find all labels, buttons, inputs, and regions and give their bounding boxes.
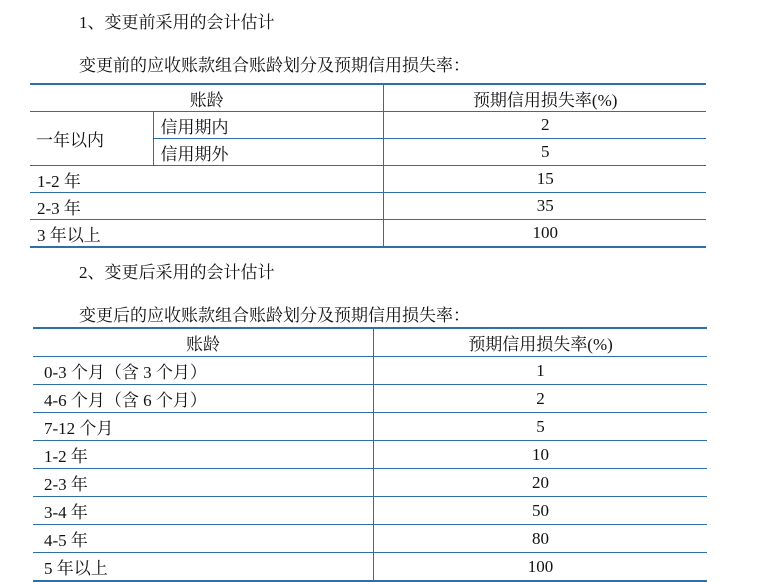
row-age: 4-5 年 <box>33 525 374 553</box>
row-age: 1-2 年 <box>30 166 384 193</box>
row-age: 3 年以上 <box>30 220 384 248</box>
after-estimate-table <box>33 327 707 582</box>
table-row <box>33 497 707 525</box>
row-age: 2-3 年 <box>33 469 374 497</box>
table-row <box>33 469 707 497</box>
row-age: 2-3 年 <box>30 193 384 220</box>
table-row <box>33 385 707 413</box>
row-age: 1-2 年 <box>33 441 374 469</box>
header-rate: 预期信用损失率(%) <box>384 84 706 112</box>
row-rate: 50 <box>374 497 707 525</box>
table-row <box>30 220 706 248</box>
group-label-within-one-year: 一年以内 <box>30 112 153 166</box>
row-age: 5 年以上 <box>33 553 374 582</box>
table-row <box>33 525 707 553</box>
row-rate: 1 <box>374 357 707 385</box>
row-age: 4-6 个月（含 6 个月） <box>33 385 374 413</box>
table-row <box>30 112 706 139</box>
table-row <box>33 413 707 441</box>
row-rate: 100 <box>527 556 554 576</box>
row-rate: 2 <box>374 385 707 413</box>
header-rate: 预期信用损失率(%) <box>374 328 707 357</box>
row-age: 0-3 个月（含 3 个月） <box>33 357 374 385</box>
row-age: 7-12 个月 <box>33 413 374 441</box>
section2-heading: 2、变更后采用的会计估计 <box>79 263 275 282</box>
row-rate: 5 <box>384 139 706 166</box>
row-rate: 100 <box>532 223 558 242</box>
row-rate: 5 <box>374 413 707 441</box>
table-row <box>33 553 707 582</box>
header-age: 账龄 <box>30 84 384 112</box>
row-rate: 20 <box>374 469 707 497</box>
table-row <box>33 441 707 469</box>
section2-intro: 变更后的应收账款组合账龄划分及预期信用损失率： <box>79 306 470 325</box>
header-age: 账龄 <box>33 328 374 357</box>
table-header-row <box>33 328 707 357</box>
table-row <box>33 357 707 385</box>
row-rate: 15 <box>384 166 706 193</box>
table-header-row <box>30 84 706 112</box>
table-row <box>30 193 706 220</box>
row-rate: 10 <box>374 441 707 469</box>
row-age: 3-4 年 <box>33 497 374 525</box>
row-age: 信用期外 <box>153 139 384 166</box>
section1-heading: 1、变更前采用的会计估计 <box>79 13 275 32</box>
before-estimate-table <box>30 83 706 248</box>
row-rate: 80 <box>374 525 707 553</box>
row-rate: 35 <box>384 193 706 220</box>
table-row <box>30 166 706 193</box>
row-rate: 2 <box>384 112 706 139</box>
section1-intro: 变更前的应收账款组合账龄划分及预期信用损失率： <box>79 56 470 75</box>
row-age: 信用期内 <box>153 112 384 139</box>
